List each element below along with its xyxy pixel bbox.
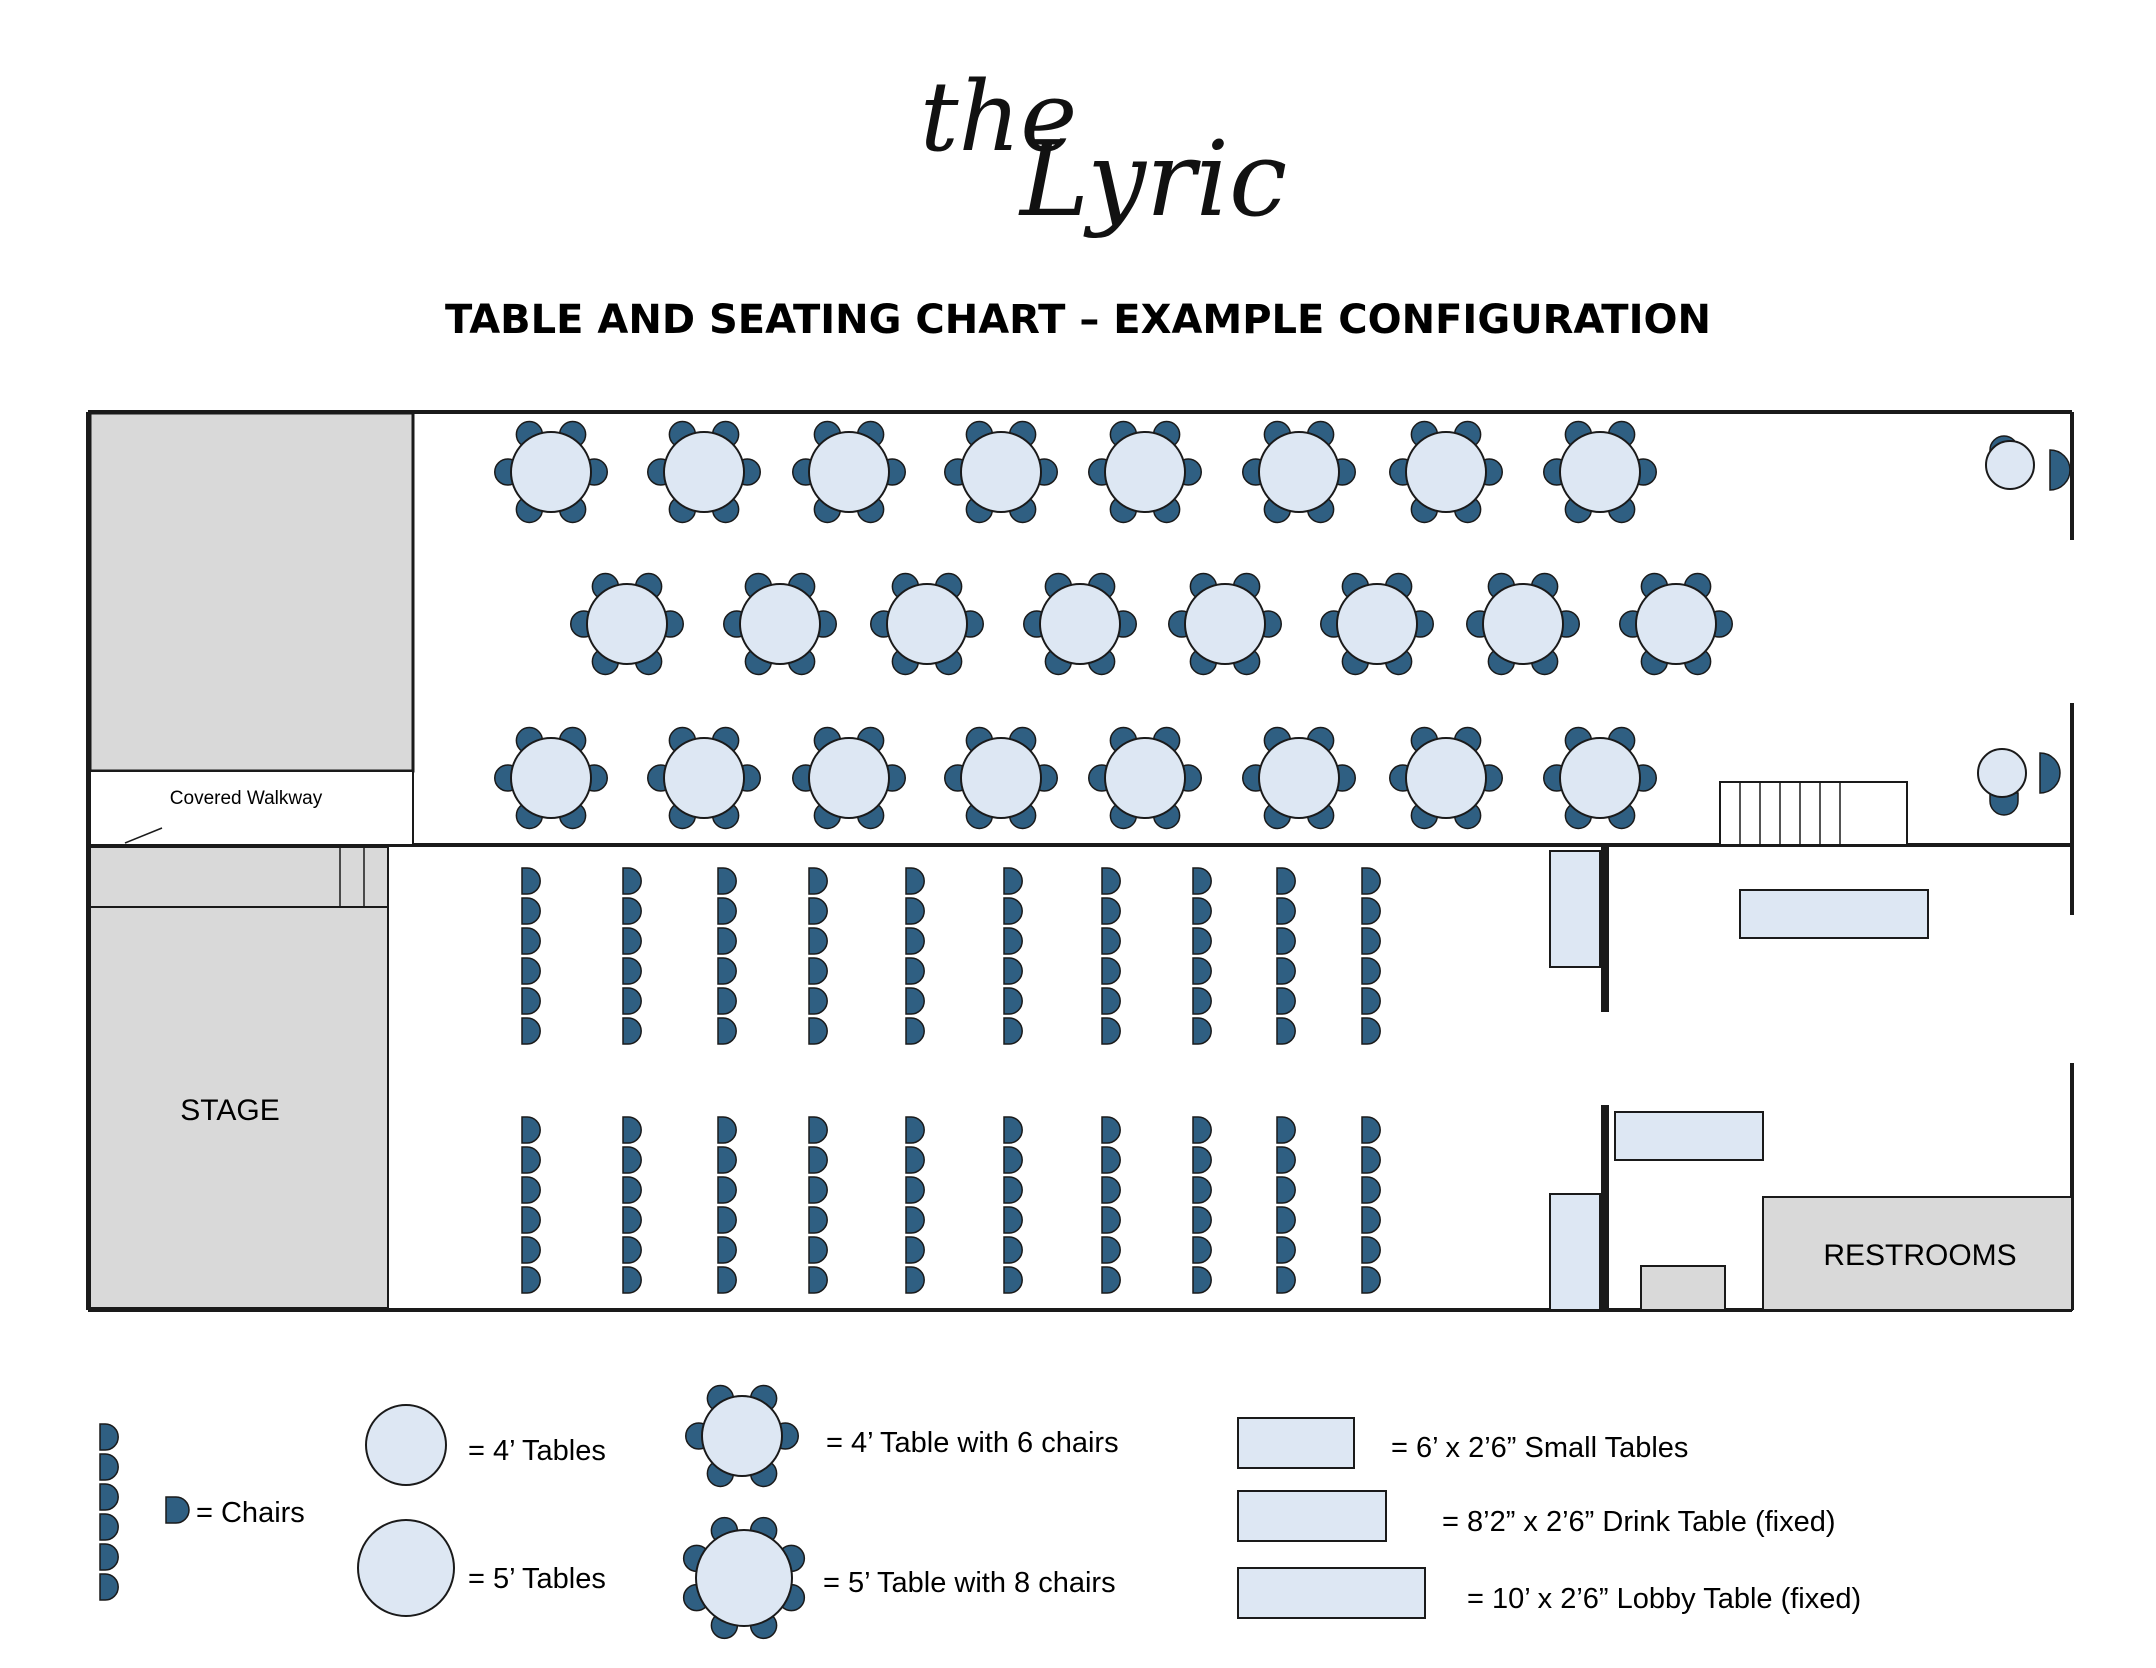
chair [809, 1018, 827, 1044]
chair [522, 1237, 540, 1263]
round-table-with-chairs [686, 1386, 799, 1487]
legend-table-5ft-8chairs-icon [684, 1518, 805, 1639]
chair [1102, 1207, 1120, 1233]
chair [623, 1237, 641, 1263]
chair [1277, 1177, 1295, 1203]
round-table [664, 432, 744, 512]
round-table-with-chairs [724, 574, 837, 675]
round-table [1560, 432, 1640, 512]
chair [1362, 1207, 1380, 1233]
chair [1362, 988, 1380, 1014]
legend-drink-table-label: = 8’2” x 2’6” Drink Table (fixed) [1442, 1506, 1836, 1538]
chair [718, 1018, 736, 1044]
chair [906, 928, 924, 954]
legend [100, 1386, 1861, 1639]
chair [906, 1147, 924, 1173]
chair [1004, 868, 1022, 894]
chair [809, 1147, 827, 1173]
legend-small-table-label: = 6’ x 2’6” Small Tables [1391, 1432, 1689, 1464]
chair [1102, 1018, 1120, 1044]
chair [2040, 753, 2060, 793]
chair [1193, 1147, 1211, 1173]
chair [718, 988, 736, 1014]
chair [906, 1207, 924, 1233]
round-table-with-chairs [1169, 574, 1282, 675]
round-table-with-chairs [1390, 422, 1503, 523]
round-table [511, 432, 591, 512]
round-table-with-chairs [793, 728, 906, 829]
chair [522, 1018, 540, 1044]
chair [1004, 1117, 1022, 1143]
round-table [1259, 432, 1339, 512]
round-table-with-chairs [648, 728, 761, 829]
chair [809, 1177, 827, 1203]
round-table-with-chairs [571, 574, 684, 675]
chair [1102, 1147, 1120, 1173]
chair [1362, 898, 1380, 924]
round-table-with-chairs [1390, 728, 1503, 829]
lobby-table [1740, 890, 1928, 938]
chair [522, 1267, 540, 1293]
chair [1102, 1237, 1120, 1263]
round-table-with-chairs [1620, 574, 1733, 675]
chair [809, 1237, 827, 1263]
round-table [696, 1530, 792, 1626]
chart-title: TABLE AND SEATING CHART – EXAMPLE CONFIGURATION [445, 297, 1711, 343]
chair [1362, 1267, 1380, 1293]
chair [809, 988, 827, 1014]
chair [1362, 1018, 1380, 1044]
chair [623, 958, 641, 984]
chair [623, 898, 641, 924]
round-table-with-chairs [1243, 728, 1356, 829]
logo-word-the: the [920, 61, 1078, 173]
lobby-wall-upper [1601, 846, 1609, 1012]
chair [906, 1237, 924, 1263]
chair [1102, 988, 1120, 1014]
legend-drink-table-icon [1238, 1491, 1386, 1541]
chair [2050, 450, 2070, 490]
round-table-4ft [1978, 749, 2026, 797]
small-table [1550, 1194, 1600, 1310]
chair [1193, 988, 1211, 1014]
round-table-with-chairs [684, 1518, 805, 1639]
chair [1277, 958, 1295, 984]
corner-table-top [1986, 436, 2070, 490]
covered-walkway-label: Covered Walkway [169, 788, 323, 809]
legend-table-5ft-label: = 5’ Tables [468, 1563, 606, 1595]
chair [623, 868, 641, 894]
chair [522, 1117, 540, 1143]
chair [1362, 958, 1380, 984]
round-table [1636, 584, 1716, 664]
chair [1362, 868, 1380, 894]
restrooms-label: RESTROOMS [1823, 1239, 2017, 1272]
chair [522, 1177, 540, 1203]
chair [906, 1177, 924, 1203]
legend-chair-icon [166, 1497, 189, 1523]
chair [718, 1177, 736, 1203]
round-table-with-chairs [495, 728, 608, 829]
round-table-with-chairs [945, 422, 1058, 523]
chair [809, 1117, 827, 1143]
chair [100, 1544, 118, 1570]
round-table [702, 1396, 782, 1476]
round-table-with-chairs [793, 422, 906, 523]
round-table-with-chairs [1089, 422, 1202, 523]
chair [1004, 988, 1022, 1014]
chair [906, 1117, 924, 1143]
legend-table-4ft-label: = 4’ Tables [468, 1435, 606, 1467]
legend-table-5ft-icon [358, 1520, 454, 1616]
lobby-fixture [1641, 1266, 1725, 1310]
chair [718, 1117, 736, 1143]
chair [906, 898, 924, 924]
chair [718, 1207, 736, 1233]
chair [1193, 1207, 1211, 1233]
chair [1004, 898, 1022, 924]
chair [906, 1267, 924, 1293]
chair [1277, 1117, 1295, 1143]
chair [1193, 898, 1211, 924]
drink-table [1615, 1112, 1763, 1160]
chair [1362, 1147, 1380, 1173]
legend-table-4ft-icon [366, 1405, 446, 1485]
round-table-with-chairs [1089, 728, 1202, 829]
chair [1102, 898, 1120, 924]
chair [1277, 868, 1295, 894]
chair [1277, 1267, 1295, 1293]
chair [1193, 1237, 1211, 1263]
stage-label: STAGE [180, 1094, 280, 1127]
chair [623, 1177, 641, 1203]
chair [1004, 1177, 1022, 1203]
chair [1277, 988, 1295, 1014]
round-table [1337, 584, 1417, 664]
round-table-with-chairs [1243, 422, 1356, 523]
round-table [1259, 738, 1339, 818]
chair [1102, 1117, 1120, 1143]
chair [100, 1424, 118, 1450]
round-table-with-chairs [1321, 574, 1434, 675]
chair [1277, 898, 1295, 924]
chair [718, 1237, 736, 1263]
legend-lobby-table-label: = 10’ x 2’6” Lobby Table (fixed) [1467, 1583, 1862, 1615]
chair [1004, 1147, 1022, 1173]
round-table-with-chairs [648, 422, 761, 523]
chair [1362, 1237, 1380, 1263]
legend-table-4ft-6chairs-icon [686, 1386, 799, 1487]
chair [1362, 1117, 1380, 1143]
upper-left-room [90, 413, 413, 771]
staircase [1720, 782, 1907, 845]
chair [718, 958, 736, 984]
chair [623, 1117, 641, 1143]
chair [623, 1147, 641, 1173]
logo-word-lyric: Lyric [1020, 118, 1288, 240]
chair [718, 898, 736, 924]
chair [906, 868, 924, 894]
chair [1277, 1147, 1295, 1173]
chair [522, 898, 540, 924]
chair [522, 958, 540, 984]
lobby-wall-lower [1601, 1105, 1609, 1310]
round-table-with-chairs [495, 422, 608, 523]
chair [1193, 958, 1211, 984]
chair [1102, 928, 1120, 954]
round-table-with-chairs [1467, 574, 1580, 675]
chair-rows-area [522, 868, 1380, 1293]
chair [623, 1267, 641, 1293]
chair [809, 868, 827, 894]
small-table [1550, 851, 1600, 967]
legend-table-5ft-8chairs-label: = 5’ Table with 8 chairs [823, 1567, 1116, 1599]
round-table [961, 738, 1041, 818]
chair [1362, 1177, 1380, 1203]
round-table [1105, 432, 1185, 512]
chair [522, 868, 540, 894]
chair [718, 1147, 736, 1173]
corner-table-bottom [1978, 749, 2060, 815]
round-table [587, 584, 667, 664]
chair [1004, 958, 1022, 984]
chair [623, 1018, 641, 1044]
round-table [1483, 584, 1563, 664]
chair [522, 1147, 540, 1173]
round-table-with-chairs [1544, 728, 1657, 829]
round-table [1560, 738, 1640, 818]
lyric-logo [920, 61, 1287, 240]
chair [1193, 868, 1211, 894]
chair [1193, 928, 1211, 954]
chair [809, 1207, 827, 1233]
chair [623, 928, 641, 954]
legend-small-table-icon [1238, 1418, 1354, 1468]
chair [906, 988, 924, 1014]
chair [100, 1574, 118, 1600]
round-table [1406, 432, 1486, 512]
chair [906, 1018, 924, 1044]
chair [1193, 1267, 1211, 1293]
round-table [1105, 738, 1185, 818]
chair [522, 988, 540, 1014]
chair [1193, 1117, 1211, 1143]
chair [1362, 928, 1380, 954]
chair [906, 958, 924, 984]
chair [1004, 1018, 1022, 1044]
chair [1277, 1207, 1295, 1233]
legend-chairs-label: = Chairs [196, 1497, 305, 1529]
round-table [1185, 584, 1265, 664]
chair [522, 928, 540, 954]
round-table [961, 432, 1041, 512]
chair [718, 928, 736, 954]
round-tables-area [495, 422, 1733, 829]
chair [1193, 1177, 1211, 1203]
chair [100, 1484, 118, 1510]
round-table [809, 432, 889, 512]
chair [809, 928, 827, 954]
round-table-with-chairs [871, 574, 984, 675]
chair [100, 1514, 118, 1540]
round-table [809, 738, 889, 818]
chair [809, 958, 827, 984]
chair [100, 1454, 118, 1480]
chair [1004, 1237, 1022, 1263]
chair [1102, 1267, 1120, 1293]
round-table-with-chairs [1024, 574, 1137, 675]
round-table [740, 584, 820, 664]
chair [809, 898, 827, 924]
chair [1193, 1018, 1211, 1044]
chair [1102, 958, 1120, 984]
chair [623, 1207, 641, 1233]
chair [809, 1267, 827, 1293]
round-table [1040, 584, 1120, 664]
chair [718, 868, 736, 894]
round-table [664, 738, 744, 818]
chair [623, 988, 641, 1014]
legend-chair-stack [100, 1424, 118, 1600]
round-table [887, 584, 967, 664]
chair [1004, 1267, 1022, 1293]
legend-lobby-table-icon [1238, 1568, 1425, 1618]
round-table [1406, 738, 1486, 818]
chair [1277, 928, 1295, 954]
round-table [511, 738, 591, 818]
chair [1277, 1237, 1295, 1263]
chair [1102, 868, 1120, 894]
chair [1277, 1018, 1295, 1044]
chair [1004, 928, 1022, 954]
stage-steps-area [90, 847, 388, 907]
chair [1004, 1207, 1022, 1233]
round-table-with-chairs [1544, 422, 1657, 523]
round-table-with-chairs [945, 728, 1058, 829]
chair [1102, 1177, 1120, 1203]
chair [522, 1207, 540, 1233]
chair [718, 1267, 736, 1293]
round-table-4ft [1986, 441, 2034, 489]
legend-table-4ft-6chairs-label: = 4’ Table with 6 chairs [826, 1427, 1119, 1459]
